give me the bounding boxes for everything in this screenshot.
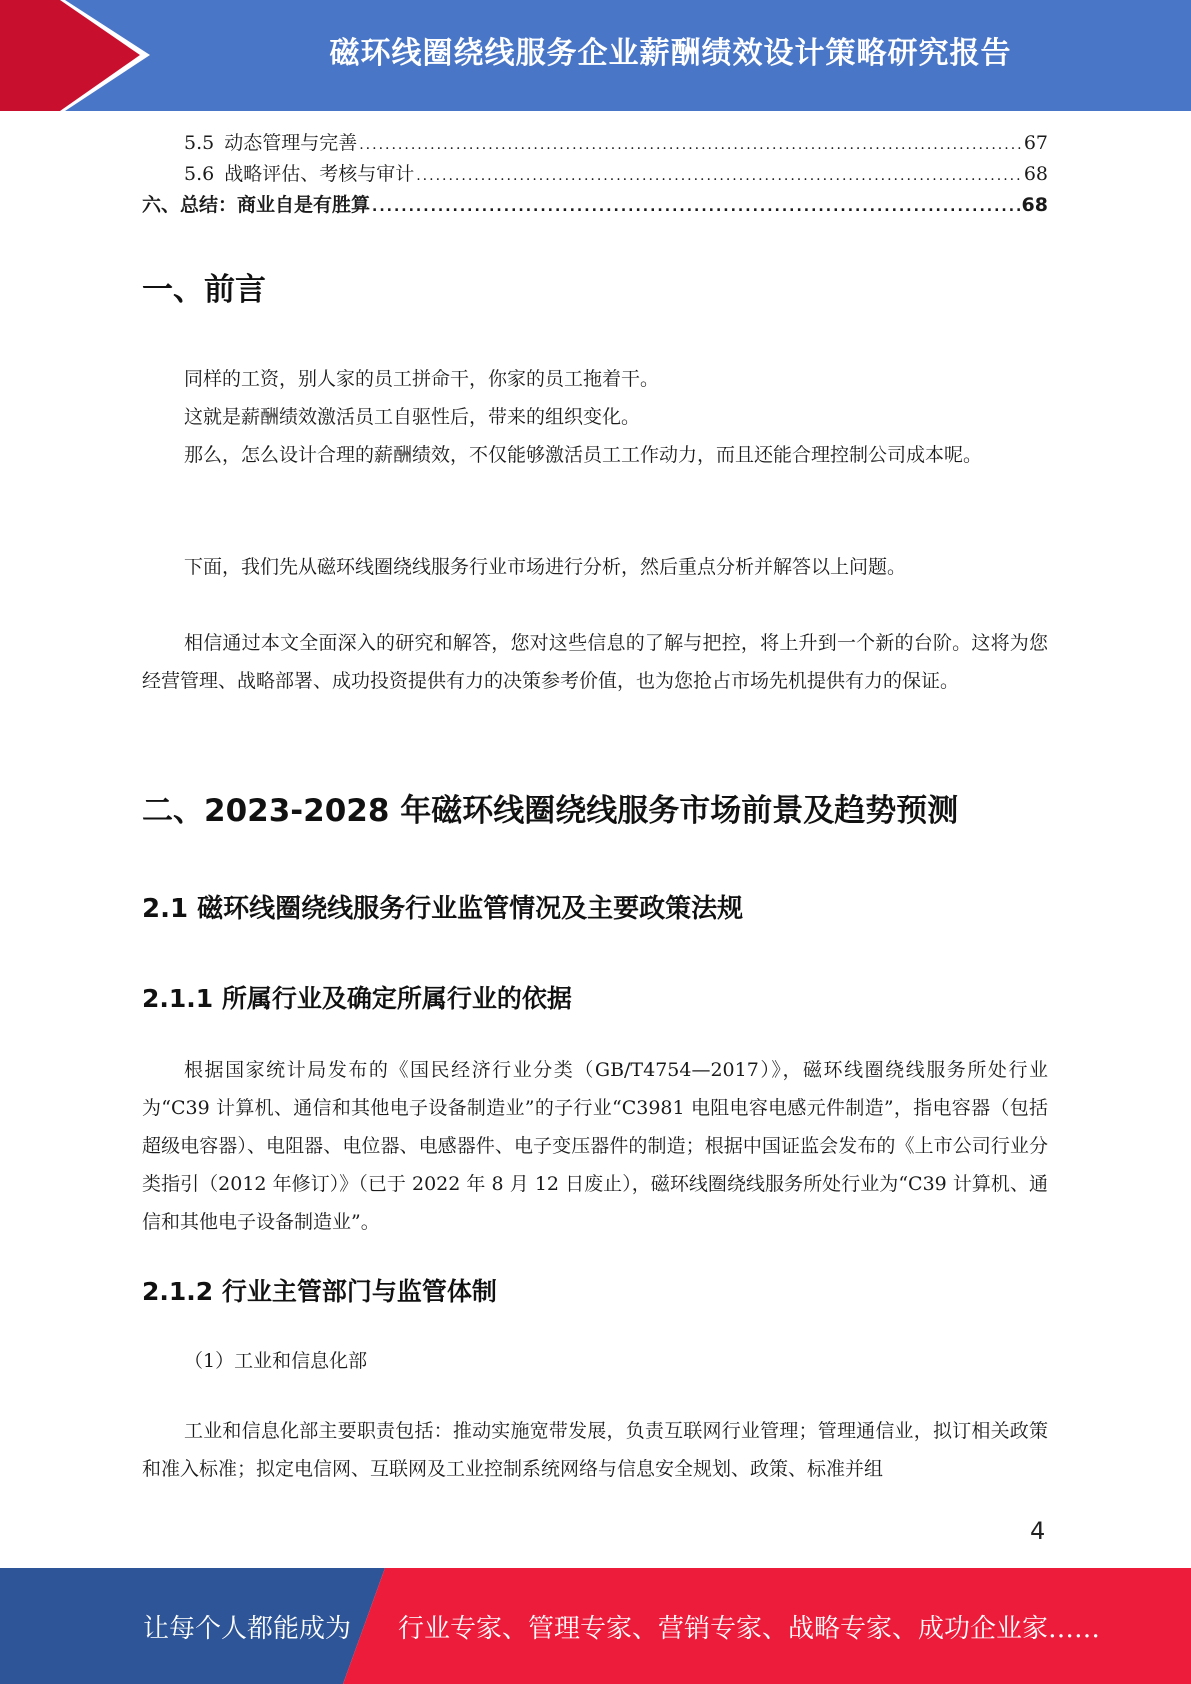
toc-entry[interactable] — [142, 128, 1048, 159]
toc-entry-number: 5.5 — [184, 132, 215, 154]
section-heading: 二、2023-2028 年磁环线圈绕线服务市场前景及趋势预测 — [142, 793, 959, 829]
footer-slogan-right: 行业专家、管理专家、营销专家、战略专家、成功企业家…… — [398, 1613, 1101, 1644]
toc-entry-page: 68 — [1021, 194, 1048, 216]
toc-entry-page: 67 — [1023, 132, 1048, 154]
subsubsection-heading: 2.1.1 所属行业及确定所属行业的依据 — [142, 984, 572, 1013]
toc-leader-dots — [372, 199, 1020, 215]
toc-leader-dots — [359, 137, 1022, 153]
toc-entry[interactable] — [142, 159, 1048, 190]
paragraph: 工业和信息化部主要职责包括：推动实施宽带发展，负责互联网行业管理；管理通信业，拟订相关政策和准入标准；拟定电信网、互联网及工业控制系统网络与信息安全规划、政策、标准并组 — [142, 1420, 1048, 1480]
paragraph: 同样的工资，别人家的员工拼命干，你家的员工拖着干。 — [184, 368, 660, 390]
section-heading: 一、前言 — [142, 272, 266, 308]
paragraph: 这就是薪酬绩效激活员工自驱性后，带来的组织变化。 — [184, 406, 641, 428]
paragraph: 相信通过本文全面深入的研究和解答，您对这些信息的了解与把控，将上升到一个新的台阶。这将为您经营管理、战略部署、成功投资提供有力的决策参考价值，也为您抢占市场先机提供有力的保证。 — [142, 632, 1048, 692]
toc-entry-title: 战略评估、考核与审计 — [224, 163, 415, 185]
paragraph: 那么，怎么设计合理的薪酬绩效，不仅能够激活员工工作动力，而且还能合理控制公司成本呢。 — [184, 444, 983, 466]
toc-entry-title: 动态管理与完善 — [224, 132, 358, 154]
toc-entry-number: 5.6 — [184, 163, 215, 185]
page-header — [0, 0, 1191, 111]
toc-entry-page: 68 — [1023, 163, 1048, 185]
page-number: 4 — [1030, 1517, 1046, 1545]
paragraph: 根据国家统计局发布的《国民经济行业分类（GB/T4754—2017）》，磁环线圈绕线服务所处行业为“C39 计算机、通信和其他电子设备制造业”的子行业“C3981 电阻电容电感元件制造”，指电容器（包括超级电容器）、电阻器、电位器、电感器件、电子变压器件的制造；根据中国证监会发布的《上市公司行业分类指引（2012 年修订）》（已于 2022 年 8 月 12 日废止），磁环线圈绕线服务所处行业为“C39 计算机、通信和其他电子设备制造业”。 — [142, 1059, 1048, 1233]
table-of-contents — [142, 128, 1048, 221]
list-item: （1）工业和信息化部 — [184, 1350, 368, 1372]
toc-entry-title: 六、总结：商业自是有胜算 — [142, 194, 371, 216]
toc-entry[interactable] — [142, 190, 1048, 221]
subsection-heading: 2.1 磁环线圈绕线服务行业监管情况及主要政策法规 — [142, 894, 744, 924]
page-footer — [0, 1568, 1191, 1684]
toc-leader-dots — [416, 168, 1022, 184]
header-title: 磁环线圈绕线服务企业薪酬绩效设计策略研究报告 — [329, 36, 1012, 71]
paragraph: 下面，我们先从磁环线圈绕线服务行业市场进行分析，然后重点分析并解答以上问题。 — [184, 556, 907, 578]
subsubsection-heading: 2.1.2 行业主管部门与监管体制 — [142, 1277, 497, 1306]
footer-slogan-left: 让每个人都能成为 — [143, 1613, 352, 1644]
